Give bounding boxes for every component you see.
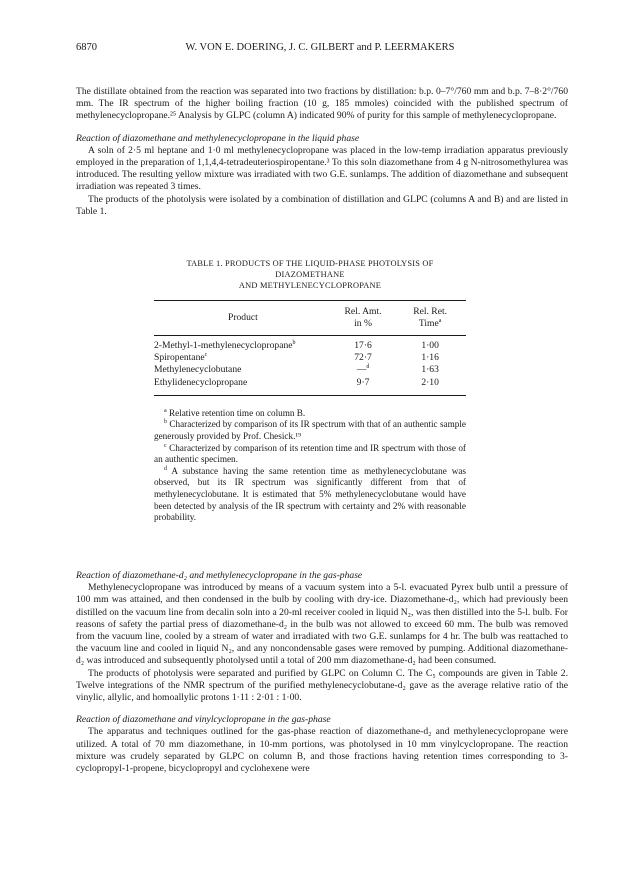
running-head: W. VON E. DOERING, J. C. GILBERT and P. LEERMAKERS (185, 42, 455, 53)
table-header-row (154, 301, 466, 330)
footnote-mark: b (164, 419, 167, 426)
cell-product: Methylenecyclobutane (154, 364, 242, 376)
footnote-mark: c (164, 442, 167, 449)
intro-paragraph: The distillate obtained from the reaction was separated into two fractions by distillation: b.p. 0–7°/760 mm and b.p. 7–8·2°/760 mm. The IR spectrum of the higher boiling fraction (10 g, 185 mmoles) coincided with the published spectrum of methylenecyclopropane.²⁵ Analysis by GLPC (column A) indicated 90% of purity for this sample of methylenecyclopropane. (76, 86, 568, 122)
footnote-mark: a (438, 317, 442, 324)
section2-paragraph-2: The products of photolysis were separated and purified by GLPC on Column C. The C₅ compounds are given in Table 2. Twelve integrations of the NMR spectrum of the purified methylenecyclobutane-d₂ gave as the average relative ratio of the vinylic, allylic, and homoallylic protons 1·11 : 2·01 : 1·00. (76, 667, 568, 704)
cell-product: Spiropentane$^c$ (154, 352, 208, 364)
section1-paragraph-2: The products of the photolysis were isolated by a combination of distillation and GLPC (columns A and B) and are listed in Table 1. (76, 193, 568, 217)
footnote-mark: d (164, 465, 167, 472)
cell-rel-ret: 2·10 (421, 376, 439, 388)
cell-product: 2-Methyl-1-methylenecyclopropane$^b$ (154, 339, 296, 351)
table-footnote: $^d$ A substance having the same retention time as methylenecyclobutane was observed, but its IR spectrum was significantly different from that of methylenecyclobutane. It is estimated that 5% methylenecyclobutane would have been detected by analysis of the IR spectrum with certainty and 2% with reasonable probability. (154, 465, 466, 523)
footnote-mark: d (366, 364, 370, 371)
cell-rel-amt: 17·6 (354, 340, 372, 351)
cell-rel-amt: 9·7 (356, 376, 370, 388)
table-caption (154, 258, 466, 291)
table-bottom-rule (154, 395, 466, 396)
footnote-mark: b (292, 339, 296, 346)
cell-rel-amt: —$^d$ (356, 364, 370, 376)
table-header-rule (154, 335, 466, 336)
header-rel-amt: Rel. Amt. in % (344, 306, 382, 329)
upper-text-block (76, 86, 568, 218)
lower-text-block (76, 570, 568, 775)
section-heading-liquid-phase: Reaction of diazomethane and methylenecyclopropane in the liquid phase (76, 132, 360, 144)
table-caption-line-2: AND METHYLENECYCLOPROPANE (238, 281, 382, 290)
products-table-body (154, 340, 466, 389)
table-footnote: $^b$ Characterized by comparison of its IR spectrum with that of an authentic sample generously provided by Prof. Chesick.¹⁹ (154, 419, 466, 441)
footnote-mark: c (204, 352, 208, 359)
table-1 (154, 258, 466, 524)
footnote-mark: a (164, 407, 167, 414)
cell-product: Ethylidenecyclopropane (154, 376, 248, 388)
cell-rel-ret: 1·63 (421, 364, 439, 376)
cell-rel-amt: 72·7 (354, 352, 372, 364)
table-row (154, 340, 466, 352)
products-table (154, 301, 466, 330)
table-row (154, 377, 466, 389)
table-row (154, 364, 466, 376)
table-row (154, 352, 466, 364)
table-caption-line-1: TABLE 1. PRODUCTS OF THE LIQUID-PHASE PHOTOLYSIS OF DIAZOMETHANE (186, 259, 434, 279)
section-heading-vinylcyclopropane: Reaction of diazomethane and vinylcyclopropane in the gas-phase (76, 714, 331, 726)
cell-rel-ret: 1·00 (421, 340, 439, 351)
section1-paragraph-1: A soln of 2·5 ml heptane and 1·0 ml methylenecyclopropane was placed in the low-temp irradiation apparatus previously employed in the preparation of 1,1,4,4-tetradeuteriospiropentane.³ To this soln diazomethane from 4 g N-nitrosomethylurea was introduced. The resulting yellow mixture was irradiated with two G.E. sunlamps. The addition of diazomethane and subsequent irradiation was repeated 3 times. (76, 144, 568, 193)
cell-rel-ret: 1·16 (421, 352, 439, 364)
page-number: 6870 (76, 42, 97, 53)
table-footnote: $^a$ Relative retention time on column B. (164, 407, 306, 418)
header-rel-ret: Rel. Ret. Time$^a$ (413, 306, 448, 329)
table-footnote: $^c$ Characterized by comparison of its retention time and IR spectrum with those of an authentic specimen. (154, 442, 466, 465)
section3-paragraph-1: The apparatus and techniques outlined for the gas-phase reaction of diazomethane-d₂ and methylenecyclopropane were utilized. A total of 70 mm diazomethane, in 10-mm portions, was photolysed in 10 mm vinylcyclopropane. The reaction mixture was crudely separated by GLPC on column B, and those fractions having retention times corresponding to 3-cyclopropyl-1-propene, bicyclopropyl and cyclohexene were (76, 726, 568, 775)
section-heading-gas-phase-d2: Reaction of diazomethane-d₂ and methylenecyclopropane in the gas-phase (76, 570, 363, 581)
header-product: Product (227, 312, 258, 323)
page-header (76, 42, 564, 58)
section2-paragraph-1: Methylenecyclopropane was introduced by means of a vacuum system into a 5-l. evacuated Pyrex bulb until a pressure of 100 mm was attained, and then condensed in the bulb by cooling with dry-ice. Diazomethane-d₂, which had previously been distilled on the vacuum line from decalin soln into a 20-ml receiver cooled in liquid N₂, was then distilled into the 5-l. bulb. For reasons of safety the partial press of diazomethane-d₂ in the bulb was not allowed to exceed 60 mm. The bulb was removed from the vacuum line, cooled by a stream of water and irradiated with two G.E. sunlamps for 4 hr. The bulb was reattached to the vacuum line and cooled in liquid N₂, and any noncondensable gases were removed by pumping. Additional diazomethane-d₂ was introduced and subsequently photolysed until a total of 200 mm diazomethane-d₂ had been consumed. (76, 582, 568, 667)
table-footnotes (154, 408, 466, 524)
